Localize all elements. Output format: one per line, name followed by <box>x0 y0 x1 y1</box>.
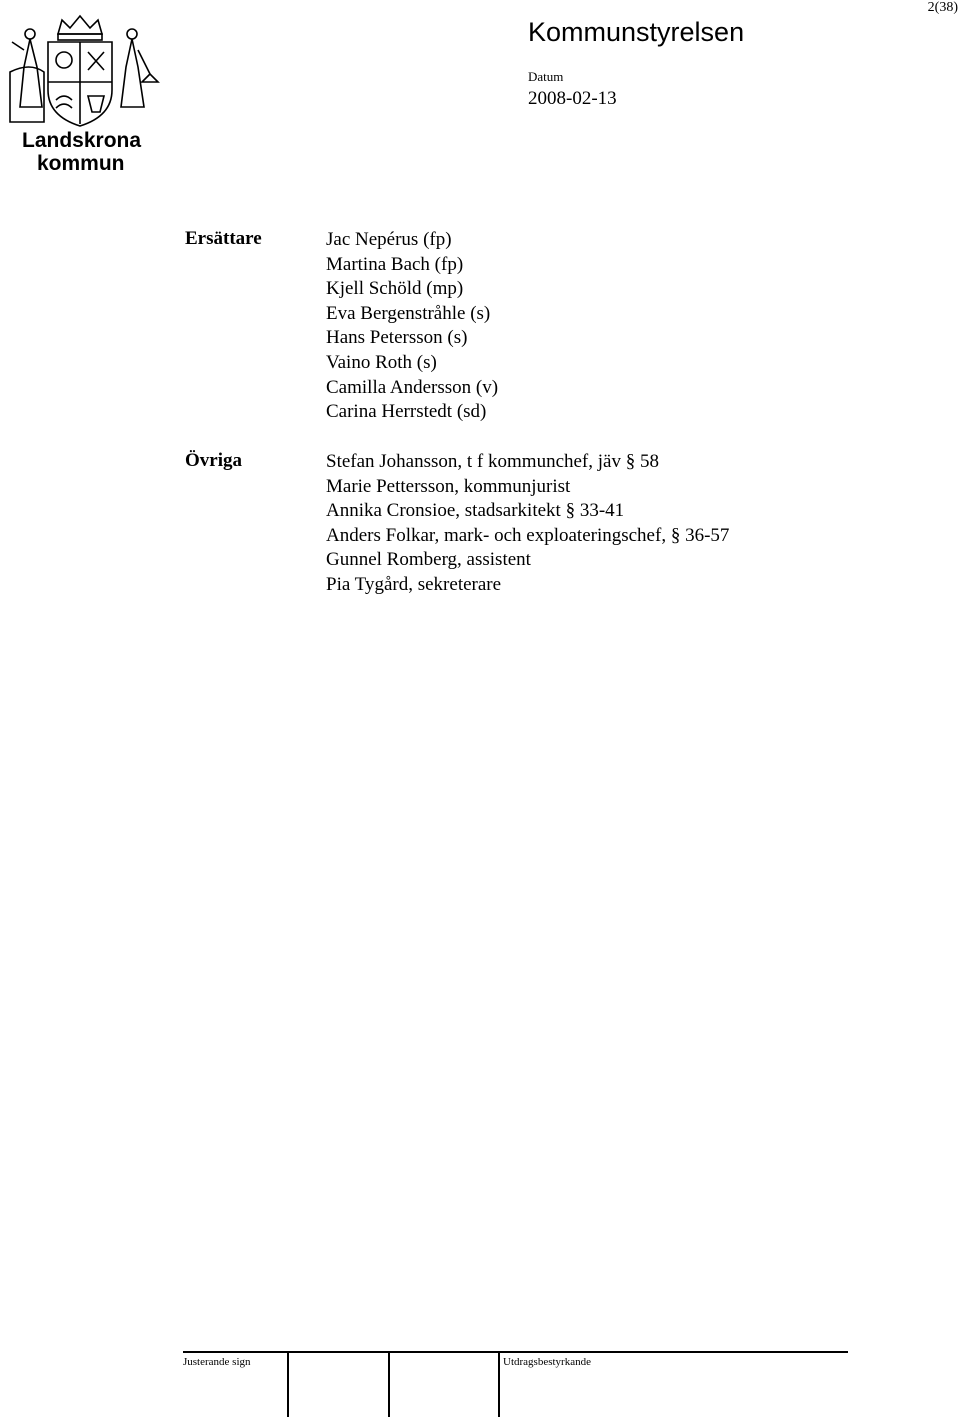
page-number: 2(38) <box>927 0 958 15</box>
ovriga-label: Övriga <box>185 450 242 471</box>
logo-text-landskrona: Landskrona <box>22 129 142 152</box>
footer-divider <box>287 1351 289 1417</box>
list-item: Vaino Roth (s) <box>326 351 437 373</box>
logo-text-kommun: kommun <box>37 152 125 175</box>
list-item: Carina Herrstedt (sd) <box>326 401 487 423</box>
footer-top-rule <box>183 1351 848 1353</box>
list-item: Eva Bergenstråhle (s) <box>326 302 491 324</box>
footer-divider <box>498 1351 500 1417</box>
list-item: Marie Pettersson, kommunjurist <box>326 475 571 497</box>
date-label: Datum <box>528 69 564 84</box>
utdragsbestyrkande-label: Utdragsbestyrkande <box>503 1356 591 1368</box>
ovriga-list <box>326 450 729 598</box>
list-item: Martina Bach (fp) <box>326 253 464 275</box>
date-value: 2008-02-13 <box>528 88 617 109</box>
list-item: Stefan Johansson, t f kommunchef, jäv § 58 <box>326 451 659 472</box>
coat-of-arms-logo <box>0 12 165 177</box>
justerande-sign-label: Justerande sign <box>183 1356 251 1368</box>
list-item: Jac Nepérus (fp) <box>326 229 452 250</box>
list-item: Anders Folkar, mark- och exploateringschef, § 36-57 <box>326 524 730 546</box>
list-item: Hans Petersson (s) <box>326 327 468 349</box>
footer-divider <box>388 1351 390 1417</box>
coat-of-arms-icon <box>0 12 160 132</box>
ersattare-label: Ersättare <box>185 228 262 249</box>
list-item: Kjell Schöld (mp) <box>326 278 464 300</box>
list-item: Gunnel Romberg, assistent <box>326 549 531 571</box>
org-name: Kommunstyrelsen <box>528 17 745 47</box>
list-item: Pia Tygård, sekreterare <box>326 573 502 595</box>
ersattare-list <box>326 228 498 425</box>
list-item: Camilla Andersson (v) <box>326 376 499 398</box>
list-item: Annika Cronsioe, stadsarkitekt § 33-41 <box>326 500 625 522</box>
